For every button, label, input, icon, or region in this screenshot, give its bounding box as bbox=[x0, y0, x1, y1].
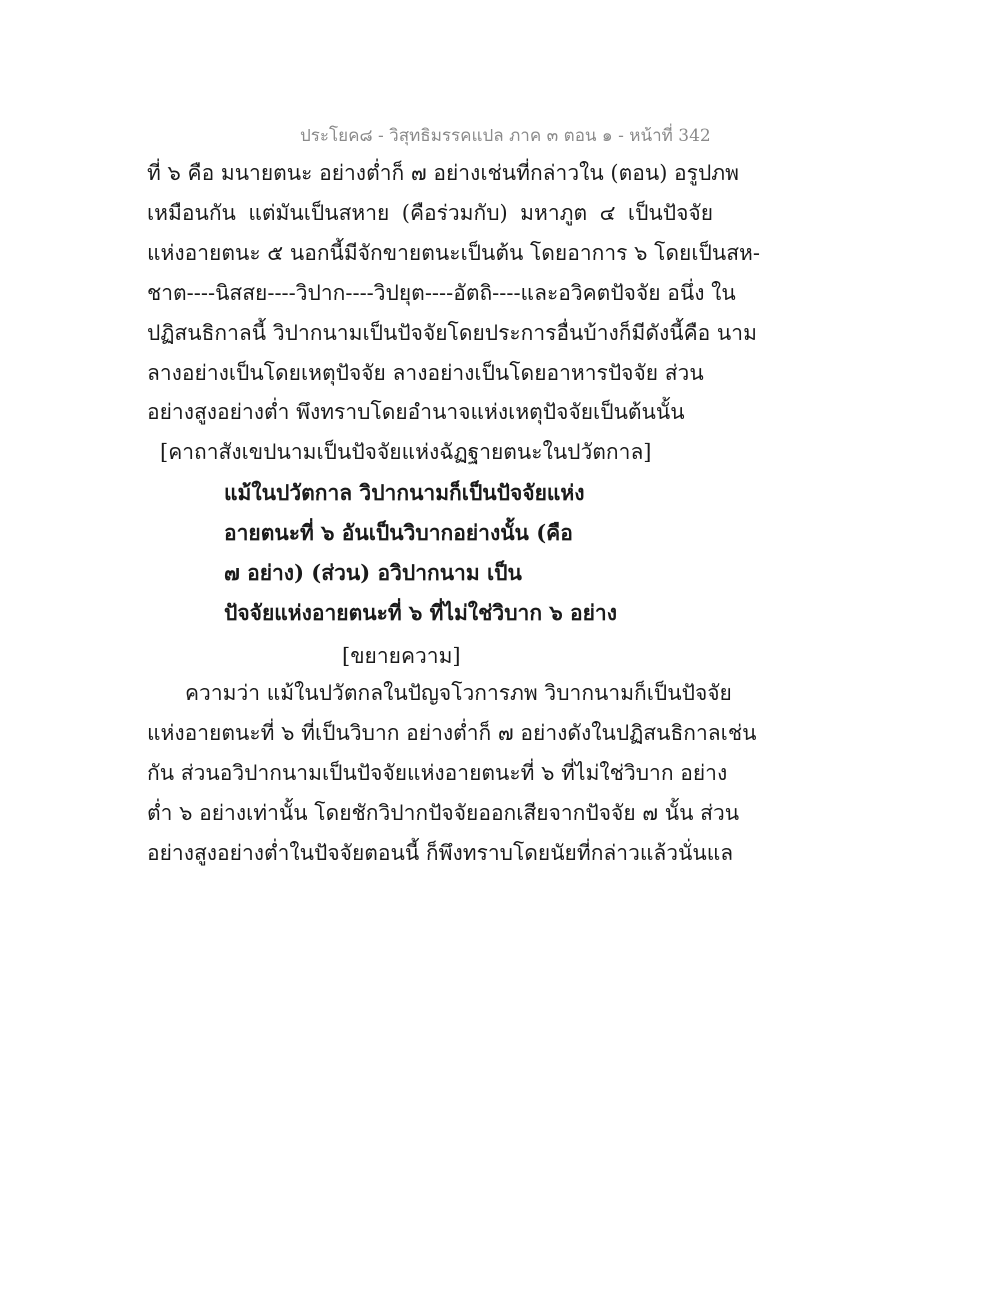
verse-line: อายตนะที่ ๖ อันเป็นวิบากอย่างนั้น (คือ bbox=[224, 520, 573, 545]
paragraph1-line: ปฏิสนธิกาลนี้ วิปากนามเป็นปัจจัยโดยประการอื่นบ้างก็มีดังนี้คือ นาม bbox=[147, 321, 757, 345]
page-header: ประโยค๘ - วิสุทธิมรรคแปล ภาค ๓ ตอน ๑ - หน้าที่ 342 bbox=[300, 126, 711, 146]
paragraph1-line: ที่ ๖ คือ มนายตนะ อย่างต่ำก็ ๗ อย่างเช่นที่กล่าวใน (ตอน) อรูปภพ bbox=[147, 161, 739, 185]
paragraph1-line: ลางอย่างเป็นโดยเหตุปัจจัย ลางอย่างเป็นโดยอาหารปัจจัย ส่วน bbox=[147, 361, 704, 385]
verse-line: แม้ในปวัตกาล วิปากนามก็เป็นปัจจัยแห่ง bbox=[224, 480, 585, 505]
paragraph1-line: ชาต----นิสสย----วิปาก----วิปยุต----อัตถิ----และอวิคตปัจจัย อนึ่ง ใน bbox=[147, 281, 736, 305]
paragraph2-line: ต่ำ ๖ อย่างเท่านั้น โดยชักวิปากปัจจัยออกเสียจากปัจจัย ๗ นั้น ส่วน bbox=[147, 801, 740, 825]
paragraph2-line: กัน ส่วนอวิปากนามเป็นปัจจัยแห่งอายตนะที่ ๖ ที่ไม่ใช่วิบาก อย่าง bbox=[147, 761, 728, 785]
paragraph2-line: แห่งอายตนะที่ ๖ ที่เป็นวิบาก อย่างต่ำก็ ๗ อย่างดังในปฏิสนธิกาลเช่น bbox=[147, 721, 757, 745]
paragraph2-line: อย่างสูงอย่างต่ำในปัจจัยตอนนี้ ก็พึงทราบโดยนัยที่กล่าวแล้วนั่นแล bbox=[147, 841, 734, 865]
paragraph1-line: แห่งอายตนะ ๕ นอกนี้มีจักขายตนะเป็นต้น โดยอาการ ๖ โดยเป็นสห- bbox=[147, 241, 760, 265]
paragraph1-line: อย่างสูงอย่างต่ำ พึงทราบโดยอำนาจแห่งเหตุปัจจัยเป็นต้นนั้น bbox=[147, 400, 685, 424]
paragraph2-line: ความว่า แม้ในปวัตกลในปัญจโวการภพ วิบากนามก็เป็นปัจจัย bbox=[185, 681, 732, 705]
verse-title: [คาถาสังเขปนามเป็นปัจจัยแห่งฉัฏฐายตนะในปวัตกาล] bbox=[160, 440, 652, 464]
explanation-heading: [ขยายความ] bbox=[342, 644, 461, 668]
paragraph1-line: เหมือนกัน แต่มันเป็นสหาย (คือร่วมกับ) มหาภูต ๔ เป็นปัจจัย bbox=[147, 201, 713, 225]
verse-line: ปัจจัยแห่งอายตนะที่ ๖ ที่ไม่ใช่วิบาก ๖ อย่าง bbox=[224, 600, 617, 625]
verse-line: ๗ อย่าง) (ส่วน) อวิปากนาม เป็น bbox=[224, 560, 522, 585]
